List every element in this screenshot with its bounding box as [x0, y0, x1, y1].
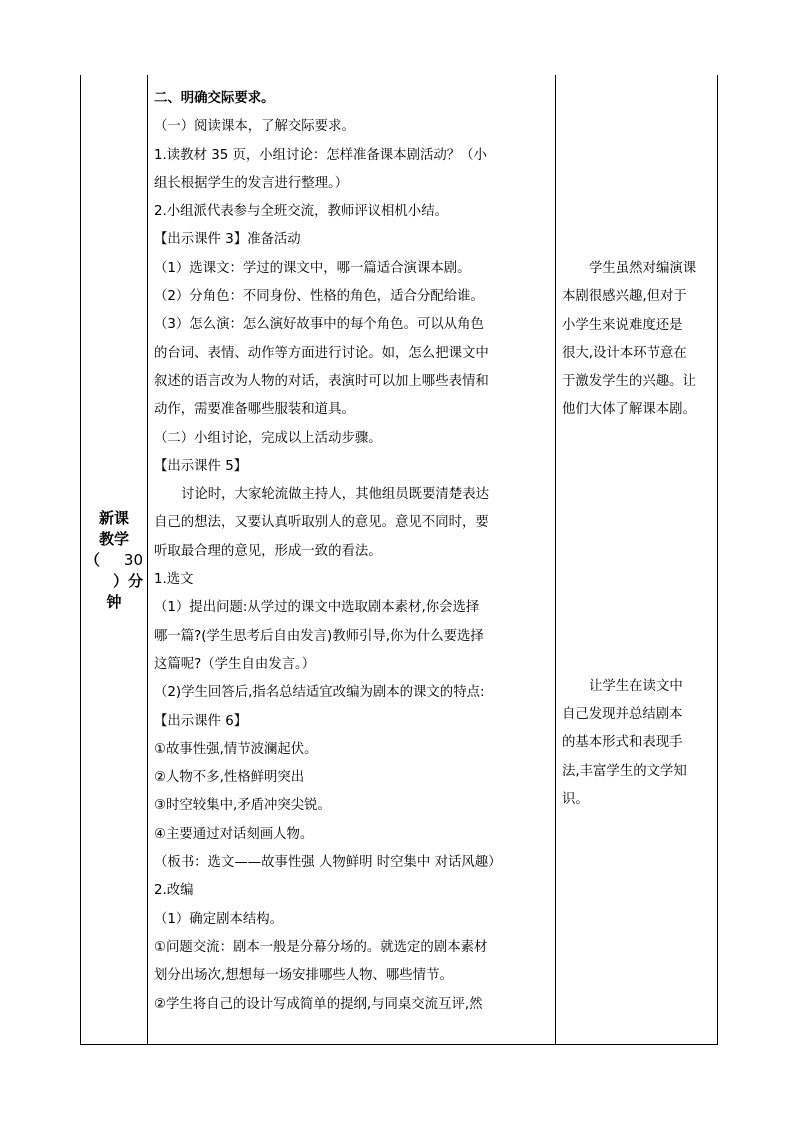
- section-label-cell: [81, 75, 148, 1045]
- minutes-number: 30: [123, 551, 143, 569]
- text-line: 二、明确交际要求。: [154, 91, 275, 106]
- section-label-line: 新课: [98, 509, 129, 527]
- text-line: ③时空较集中,矛盾冲突尖锐。: [154, 798, 331, 814]
- note-line: 让学生在读文中: [589, 678, 683, 694]
- text-line: 2.改编: [154, 883, 194, 899]
- text-line: 【出示课件 5】: [154, 458, 248, 474]
- design-note-1: [562, 255, 713, 425]
- section-label-line: ）分: [112, 572, 143, 590]
- text-line: ④主要通过对话刻画人物。: [154, 826, 314, 842]
- note-line: 于激发学生的兴趣。让: [562, 374, 696, 390]
- text-line: 【出示课件 3】准备活动: [154, 232, 301, 248]
- note-line: 的基本形式和表现手: [562, 735, 683, 751]
- text-line: （板书：选文——故事性强 人物鲜明 时空集中 对话风趣）: [154, 855, 502, 871]
- text-line: 哪一篇?(学生思考后自由发言)教师引导,你为什么要选择: [154, 628, 484, 644]
- text-line: 动作，需要准备哪些服装和道具。: [154, 402, 355, 418]
- note-line: 学生虽然对编演课: [589, 261, 697, 276]
- text-line: （3）怎么演：怎么演好故事中的每个角色。可以从角色: [154, 317, 484, 333]
- section-label-line: [81, 550, 147, 571]
- text-line: 2.小组派代表参与全班交流，教师评议相机小结。: [154, 204, 448, 220]
- text-line: ①故事性强,情节波澜起伏。: [154, 741, 318, 757]
- text-line: （二）小组讨论，完成以上活动步骤。: [154, 430, 382, 446]
- text-line: 组长根据学生的发言进行整理。）: [154, 175, 349, 191]
- text-line: （1）选课文：学过的课文中，哪一篇适合演课本剧。: [154, 260, 471, 276]
- design-note-2: [562, 673, 713, 814]
- teaching-process-text: [148, 75, 555, 1019]
- text-line: （1）确定剧本结构。: [154, 911, 284, 927]
- section-label-line: 钟: [106, 593, 122, 611]
- text-line: 1.读教材 35 页，小组讨论：怎样准备课本剧活动？（小: [154, 147, 487, 163]
- section-label-line: 教学: [98, 530, 129, 548]
- design-intent-text: [556, 255, 717, 814]
- text-line: ②学生将自己的设计写成简单的提纲,与同桌交流互评,然: [154, 996, 483, 1012]
- text-line: 【出示课件 6】: [154, 713, 248, 729]
- text-line: ①问题交流：剧本一般是分幕分场的。就选定的剧本素材: [154, 939, 488, 955]
- teaching-process-cell: [148, 75, 556, 1045]
- text-line: （1）提出问题:从学过的课文中选取剧本素材,你会选择: [154, 600, 480, 616]
- note-line: 本剧很感兴趣,但对于: [562, 289, 687, 305]
- text-line: （2)学生回答后,指名总结适宜改编为剧本的课文的特点:: [154, 685, 485, 701]
- text-line: 讨论时，大家轮流做主持人，其他组员既要清楚表达: [181, 487, 489, 503]
- note-line: 小学生来说难度还是: [562, 317, 683, 333]
- text-line: 叙述的语言改为人物的对话，表演时可以加上哪些表情和: [154, 373, 489, 389]
- text-line: ②人物不多,性格鲜明突出: [154, 770, 305, 786]
- paren-open: （: [85, 551, 101, 569]
- text-line: 划分出场次,想想每一场安排哪些人物、哪些情节。: [154, 968, 453, 984]
- note-line: 识。: [562, 791, 589, 807]
- text-line: （一）阅读课本，了解交际要求。: [154, 119, 355, 135]
- note-line: 法,丰富学生的文学知: [562, 763, 687, 779]
- text-line: 这篇呢?（学生自由发言。）: [154, 656, 316, 672]
- text-line: 听取最合理的意见，形成一致的看法。: [154, 543, 382, 559]
- lesson-plan-table: [80, 75, 718, 1045]
- text-line: 的台词、表情、动作等方面进行讨论。如，怎么把课文中: [154, 345, 489, 361]
- note-line: 他们大体了解课本剧。: [562, 402, 696, 418]
- note-line: 自己发现并总结剧本: [562, 707, 683, 723]
- text-line: （2）分角色：不同身份、性格的角色，适合分配给谁。: [154, 289, 484, 305]
- note-line: 很大,设计本环节意在: [562, 345, 687, 361]
- text-line: 自己的想法，又要认真听取别人的意见。意见不同时，要: [154, 515, 489, 531]
- section-label: [81, 508, 147, 613]
- text-line: 1.选文: [154, 572, 194, 588]
- design-intent-cell: [556, 75, 718, 1045]
